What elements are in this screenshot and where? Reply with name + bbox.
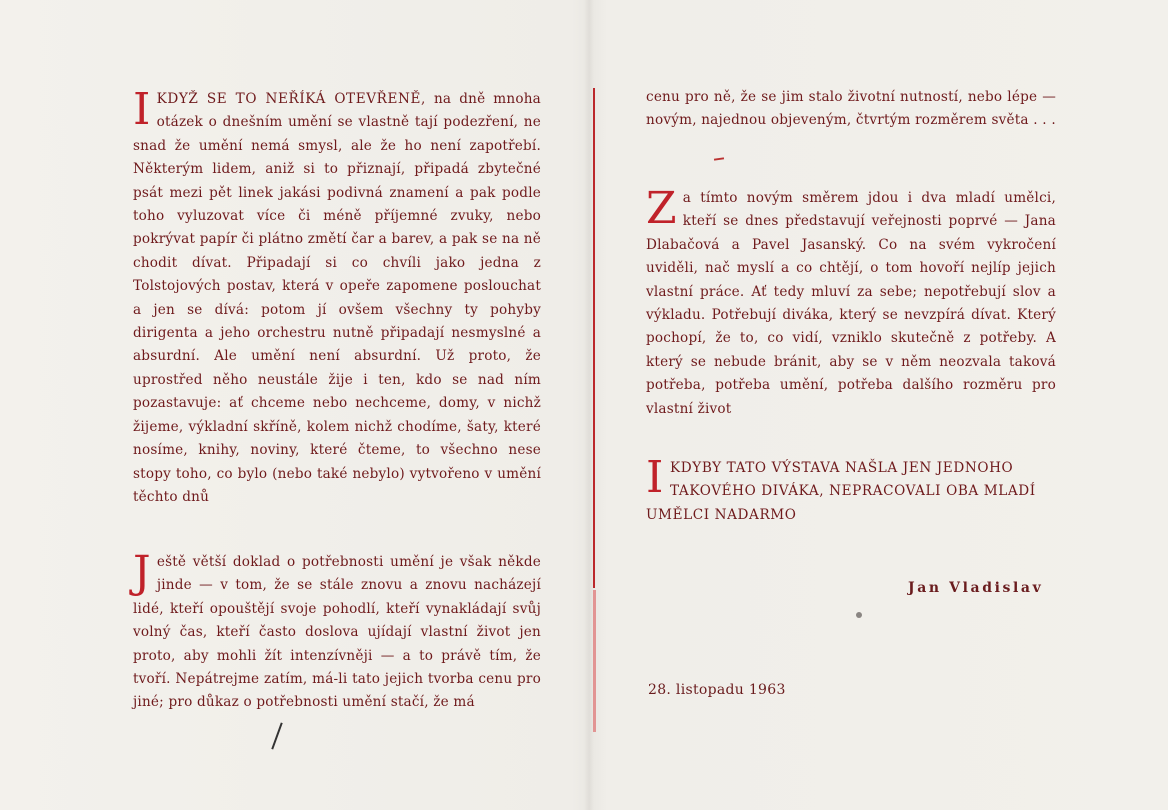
drop-cap: J: [133, 547, 151, 598]
red-margin-rule: [593, 88, 595, 588]
red-margin-rule-faded: [593, 590, 596, 732]
right-paragraph-1: [646, 86, 1056, 133]
right-paragraph-2: [646, 183, 1056, 421]
document-date: 28. listopadu 1963: [648, 682, 786, 698]
paragraph-text: KDYBY TATO VÝSTAVA NAŠLA JEN JEDNOHO TAKOVÉHO DIVÁKA, NEPRACOVALI OBA MLADÍ UMĚLCI NADARMO: [646, 460, 1036, 523]
left-paragraph-2: [133, 547, 541, 715]
paper-speck: [856, 612, 862, 618]
paragraph-text: a tímto novým směrem jdou i dva mladí umělci, kteří se dnes představují veřejnosti poprvé — Jana Dlabačová a Pavel Jasanský. Co na svém vykročení uviděli, nač myslí a co chtějí, o tom hovoří nejlíp jejich vlastní práce. Ať tedy mluví za sebe; nepotřebují slov a výkladu. Potřebují diváka, který se nevzpírá dívat. Který pochopí, že to, co vidí, vzniklo skutečně z potřeby. A který se nebude bránit, aby se v něm neozvala taková potřeba, potřeba umění, potřeba dalšího rozměru pro vlastní život: [646, 190, 1056, 417]
paragraph-text: na dně mnoha otázek o dnešním umění se vlastně tají podezření, ne snad že umění nemá smysl, ale že ho není zapotřebí. Některým lidem, aniž si to přiznají, připadá zbytečné psát mezi pět linek jakási podivná znamení a pak podle toho vyluzovat více či méně příjemné zvuky, nebo pokrývat papír či plátno změtí čar a barev, a pak se na ně chodit dívat. Připadají si co chvíli jako jedna z Tolstojových postav, která v opeře zapomene poslouchat a jen se dívá: potom jí ovšem všechny ty pohyby dirigenta a jeho orchestru nutně připadají nesmyslné a absurdní. Ale umění není absurdní. Už proto, že uprostřed něho neustále žije i ten, kdo se nad ním pozastavuje: ať chceme nebo nechceme, domy, v nichž žijeme, výkladní skříně, kolem nichž chodíme, šaty, které nosíme, knihy, noviny, které čteme, to všechno nese stopy toho, co bylo (nebo také nebylo) vytvořeno v umění těchto dnů: [133, 91, 541, 505]
drop-cap: I: [646, 452, 664, 503]
left-paragraph-1: [133, 84, 541, 509]
author-signature: Jan Vladislav: [908, 580, 1044, 596]
right-paragraph-3: [646, 452, 1056, 527]
paragraph-text: cenu pro ně, že se jim stalo životní nutností, nebo lépe — novým, najednou objeveným, čtvrtým rozměrem světa . . .: [646, 89, 1056, 129]
drop-cap: I: [133, 84, 151, 135]
paragraph-text: eště větší doklad o potřebnosti umění je však někde jinde — v tom, že se stále znovu a znovu nacházejí lidé, kteří opouštějí svoje pohodlí, kteří vynakládají svůj volný čas, kteří často doslova ujídají vlastní život jen proto, aby mohli žít intenzívněji — a to právě tím, že tvoří. Nepátrejme zatím, má-li tato jejich tvorba cenu pro jiné; pro důkaz o potřebnosti umění stačí, že má: [133, 554, 541, 711]
drop-cap: Z: [646, 183, 677, 234]
lead-caps: KDYŽ SE TO NEŘÍKÁ OTEVŘENĚ,: [156, 91, 426, 107]
